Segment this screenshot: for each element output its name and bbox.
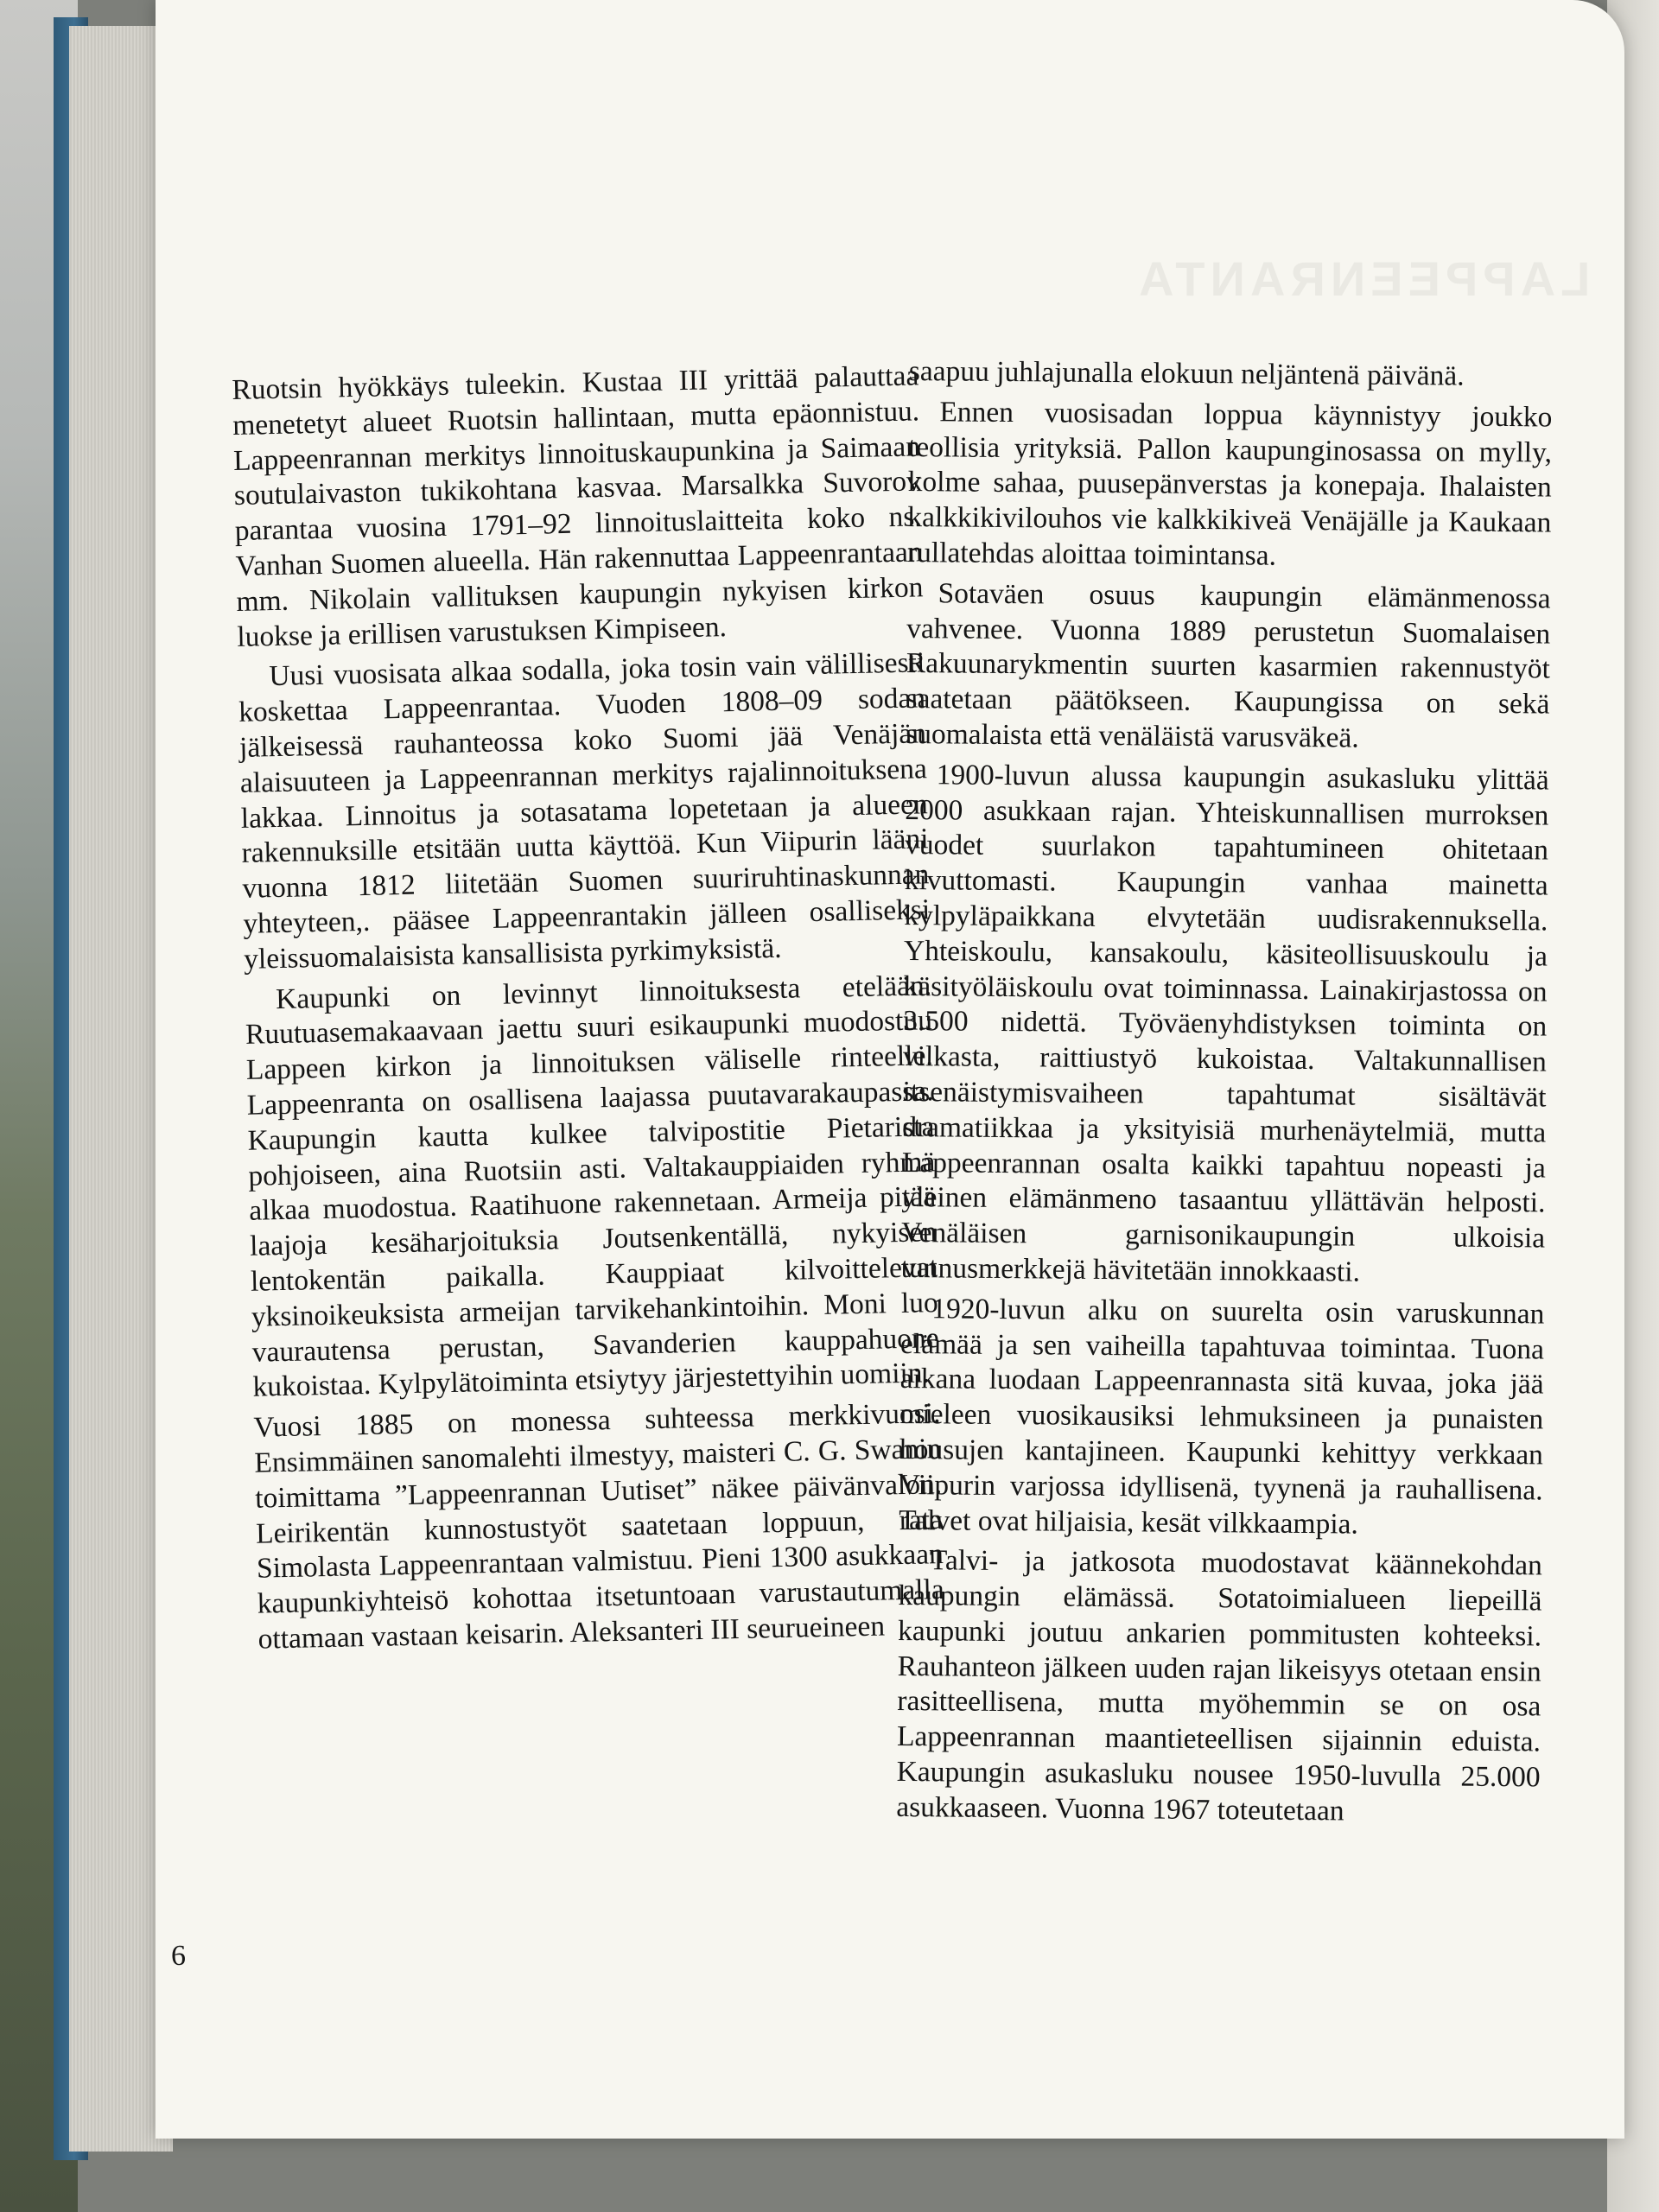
page-number: 6 bbox=[171, 1940, 186, 1972]
paragraph: 1900-luvun alussa kaupungin asukasluku ylittää 2000 asukkaan rajan. Yhteiskunnallisen murroksen vuodet suurlakon tapahtumineen ohitetaan kivuttomasti. Kaupungin vanhaa mainetta kylpyläpaikkana elvytetään uudisrakennuksella. Yhteiskoulu, kansakoulu, käsiteollisuuskoulu ja käsityöläiskoulu ovat toiminnassa. Lainakirjastossa on 3.500 nidettä. Työväenyhdistyksen toiminta on vilkasta, raittiustyö kukoistaa. Valtakunnallisen itsenäistymisvaiheen tapahtumat sisältävät dramatiikkaa ja yksityisiä murhenäytelmiä, mutta Lappeenrannan osalta kaikki tapahtuu nopeasti ja yleinen elämänmeno tasaantuu yllättävän helposti. Venäläisen garnisonikaupungin ulkoisia tunnusmerkkejä hävitetään innokkaasti. bbox=[900, 759, 1549, 1288]
paragraph: Kaupunki on levinnyt linnoituksesta etelään. Ruutuasemakaavaan jaettu suuri esikaupunki muodostuu Lappeen kirkon ja linnoituksen väliselle rinteelle. Lappeenranta on osallisena laajassa puutavarakaupassa. Kaupungin kautta kulkee talvipostitie Pietarista pohjoiseen, aina Ruotsiin asti. Valtakauppiaiden ryhmä alkaa muodostua. Raatihuone rakennetaan. Armeija pitää laajoja kesäharjoituksia Joutsenkentällä, nykyisen lentokentän paikalla. Kauppiaat kilvoittelevat yksinoikeuksista armeijan tarvikehankintoihin. Moni luo vaurautensa perustan, Savanderien kauppahuone kukoistaa. Kylpylätoiminta etsiytyy järjestettyihin uomiin. bbox=[245, 969, 939, 1404]
right-text-column bbox=[896, 354, 1553, 1836]
paragraph: Vuosi 1885 on monessa suhteessa merkkivuosi. Ensimmäinen sanomalehti ilmestyy, maisteri C. G. Swanin toimittama ”Lappeenrannan Uutiset” näkee päivänvalon. Leirikentän kunnostustyöt saatetaan loppuun, rata Simolasta Lappeenrantaan valmistuu. Pieni 1300 asukkaan kaupunkiyhteisö kohottaa itsetuntoaan varustautumalla ottamaan vastaan keisarin. Aleksanteri III seurueineen bbox=[253, 1397, 945, 1656]
paragraph: Uusi vuosisata alkaa sodalla, joka tosin vain välillisesti koskettaa Lappeenrantaa. Vuoden 1808–09 sodan jälkeisessä rauhanteossa koko Suomi jää Venäjän alaisuuteen ja Lappeenrannan merkitys rajalinnoituksena lakkaa. Linnoitus ja sotasatama lopetetaan ja alueen rakennuksille etsitään uutta käyttöä. Kun Viipurin lääni vuonna 1812 liitetään Suomen suuriruhtinaskunnan yhteyteen,. pääsee Lappeenrantakin jälleen osalliseksi yleissuomalaisista kansallisista pyrkimyksistä. bbox=[238, 646, 931, 976]
paragraph: 1920-luvun alku on suurelta osin varuskunnan elämää ja sen vaiheilla tapahtuvaa toimintaa. Tuona aikana luodaan Lappeenrannasta sitä kuvaa, joka jää mieleen vuosikausiksi lehmuksineen ja punaisten housujen kantajineen. Kaupunki kehittyy verkkaan Viipurin varjossa idyllisenä, tyynenä ja rauhallisena. Talvet ovat hiljaisia, kesät vilkkaampia. bbox=[899, 1292, 1545, 1541]
book-page bbox=[156, 0, 1624, 2139]
paragraph: Ennen vuosisadan loppua käynnistyy joukko teollisia yrityksiä. Pallon kaupunginosassa on mylly, kolme sahaa, puusepänverstas ja konepaja. Ihalaisten kalkkikivilouhos vie kalkkikiveä Venäjälle ja Kaukaan rullatehdas aloittaa toimintansa. bbox=[906, 396, 1553, 572]
show-through-heading: LAPPEENRANTA bbox=[1133, 251, 1590, 306]
paragraph: Talvi- ja jatkosota muodostavat käännekohdan kaupungin elämässä. Sotatoimialueen liepeillä kaupunki joutuu ankarien pommitusten kohteeksi. Rauhanteon jälkeen uuden rajan likeisyys otetaan ensin rasitteellisena, mutta myöhemmin se on osa Lappeenrannan maantieteellisen sijainnin eduista. Kaupungin asukasluku nousee 1950-luvulla 25.000 asukkaaseen. Vuonna 1967 toteutetaan bbox=[896, 1544, 1542, 1827]
paragraph: Sotaväen osuus kaupungin elämänmenossa vahvenee. Vuonna 1889 perustetun Suomalaisen Rakuunarykmentin suurten kasarmien rakennustyöt saatetaan päätökseen. Kaupungissa on sekä suomalaista että venäläistä varusväkeä. bbox=[906, 577, 1551, 754]
paragraph: Ruotsin hyökkäys tuleekin. Kustaa III yrittää palauttaa menetetyt alueet Ruotsin hallintaan, mutta epäonnistuu. Lappeenrannan merkitys linnoituskaupunkina ja Saimaan soutulaivaston tukikohtana kasvaa. Marsalkka Suvorov parantaa vuosina 1791–92 linnoituslaitteita koko ns. Vanhan Suomen alueella. Hän rakennuttaa Lappeenrantaan mm. Nikolain vallituksen kaupungin nykyisen kirkon luokse ja erillisen varustuksen Kimpiseen. bbox=[232, 359, 924, 653]
paragraph: saapuu juhlajunalla elokuun neljäntenä päivänä. bbox=[908, 354, 1465, 392]
left-text-column bbox=[232, 359, 945, 1662]
